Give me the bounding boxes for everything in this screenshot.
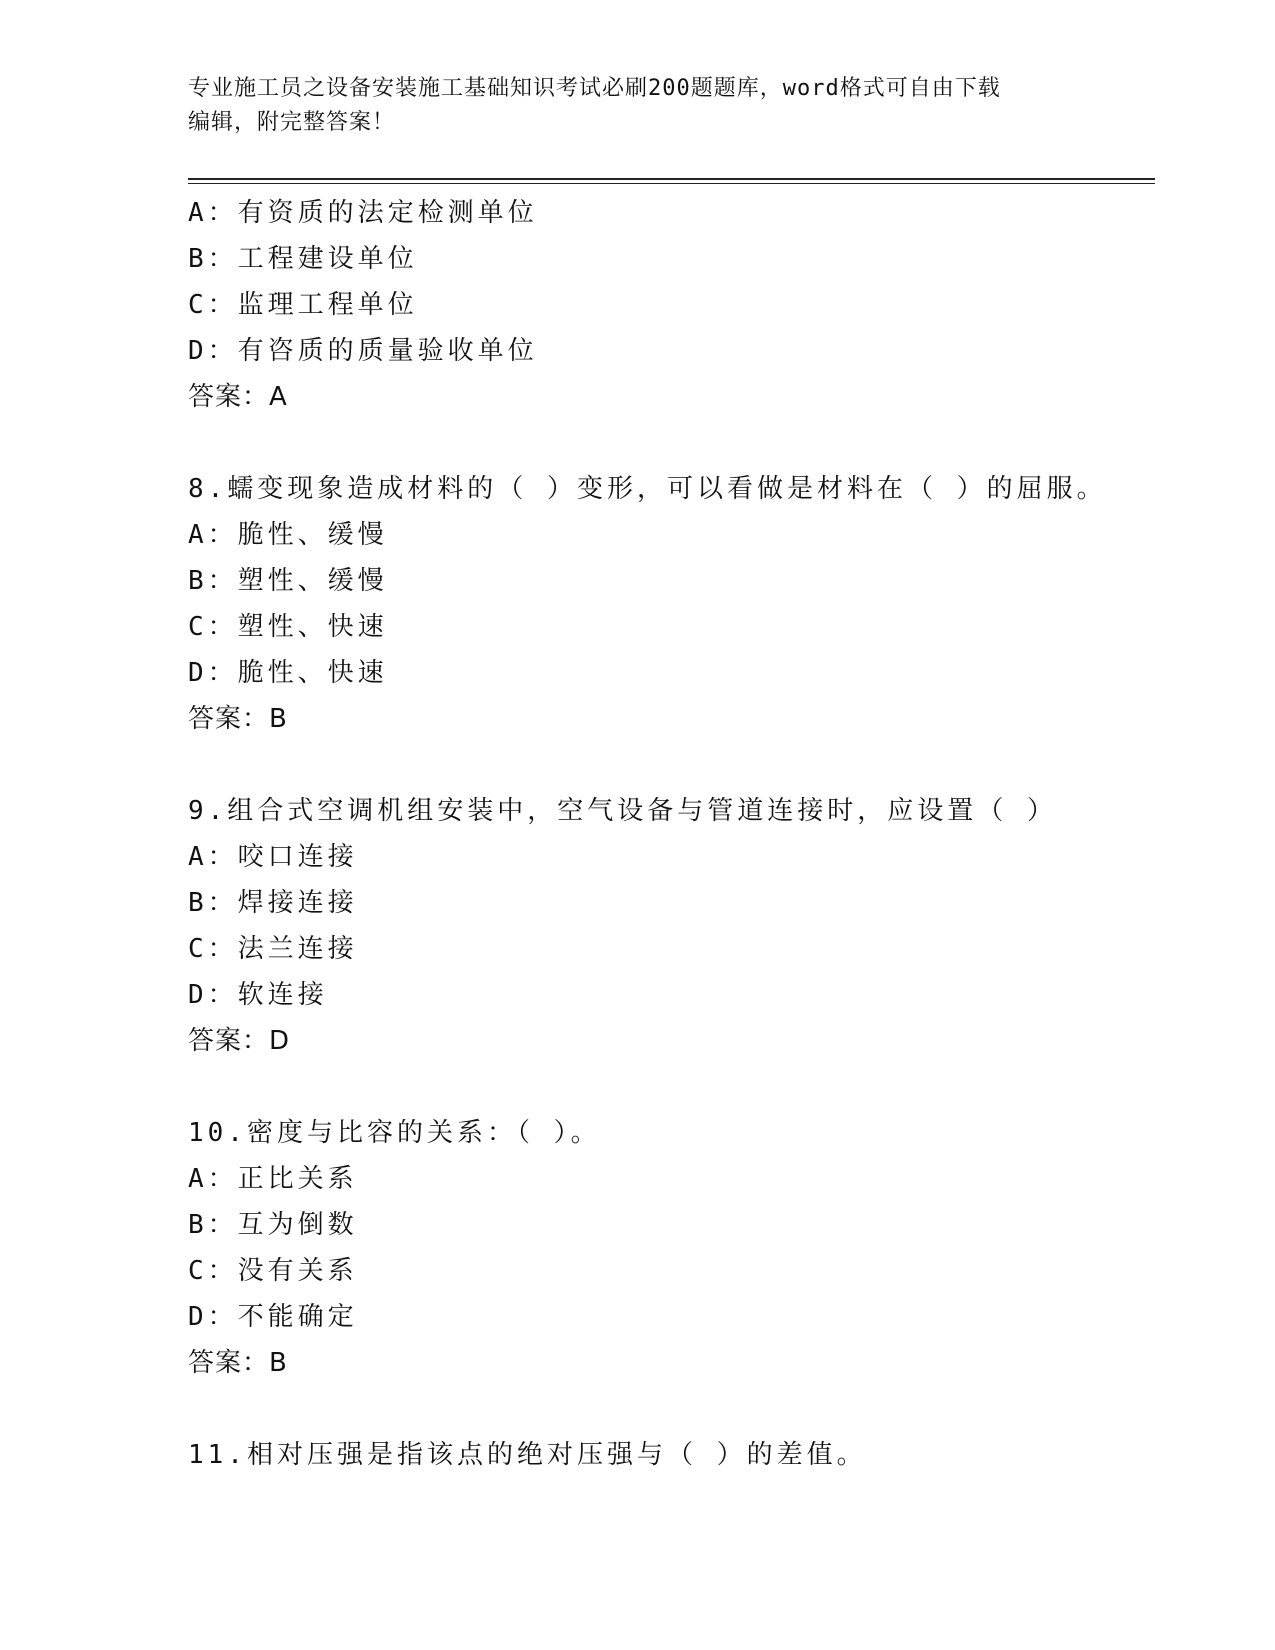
option-c: C：没有关系 — [188, 1256, 358, 1286]
option-c: C：塑性、快速 — [188, 612, 388, 642]
spacer — [188, 420, 1155, 466]
option-c: C：监理工程单位 — [188, 290, 418, 320]
question-text: 10.密度与比容的关系：（ ）。 — [188, 1118, 601, 1148]
option-a: A：有资质的法定检测单位 — [188, 198, 538, 228]
question-list — [188, 190, 1155, 1478]
spacer — [188, 1064, 1155, 1110]
option-b: B：塑性、缓慢 — [188, 566, 388, 596]
header-line-1: 专业施工员之设备安装施工基础知识考试必刷200题题库，word格式可自由下载 — [188, 76, 1001, 101]
question-11-block — [188, 1432, 1155, 1478]
option-d: D：不能确定 — [188, 1302, 358, 1332]
header-divider-thick — [188, 178, 1155, 180]
question-text: 9.组合式空调机组安装中，空气设备与管道连接时，应设置（ ） — [188, 796, 1057, 826]
option-c: C：法兰连接 — [188, 934, 358, 964]
question-9-block — [188, 788, 1155, 1064]
option-b: B：焊接连接 — [188, 888, 358, 918]
option-a: A：咬口连接 — [188, 842, 358, 872]
answer-line: 答案：B — [188, 704, 288, 734]
question-8-block — [188, 466, 1155, 742]
question-7-block — [188, 190, 1155, 420]
spacer — [188, 742, 1155, 788]
option-a: A：正比关系 — [188, 1164, 358, 1194]
option-a: A：脆性、缓慢 — [188, 520, 388, 550]
document-header — [188, 72, 1068, 140]
answer-line: 答案：D — [188, 1026, 291, 1056]
question-text: 11.相对压强是指该点的绝对压强与（ ）的差值。 — [188, 1440, 867, 1470]
spacer — [188, 1386, 1155, 1432]
question-text: 8.蠕变现象造成材料的（ ）变形，可以看做是材料在（ ）的屈服。 — [188, 474, 1107, 504]
header-divider-thin — [188, 183, 1155, 184]
option-d: D：有咨质的质量验收单位 — [188, 336, 538, 366]
answer-line: 答案：B — [188, 1348, 288, 1378]
answer-line: 答案：A — [188, 382, 288, 412]
option-b: B：互为倒数 — [188, 1210, 358, 1240]
question-10-block — [188, 1110, 1155, 1386]
option-d: D：软连接 — [188, 980, 328, 1010]
option-b: B：工程建设单位 — [188, 244, 418, 274]
header-line-2: 编辑，附完整答案！ — [188, 110, 396, 135]
option-d: D：脆性、快速 — [188, 658, 388, 688]
